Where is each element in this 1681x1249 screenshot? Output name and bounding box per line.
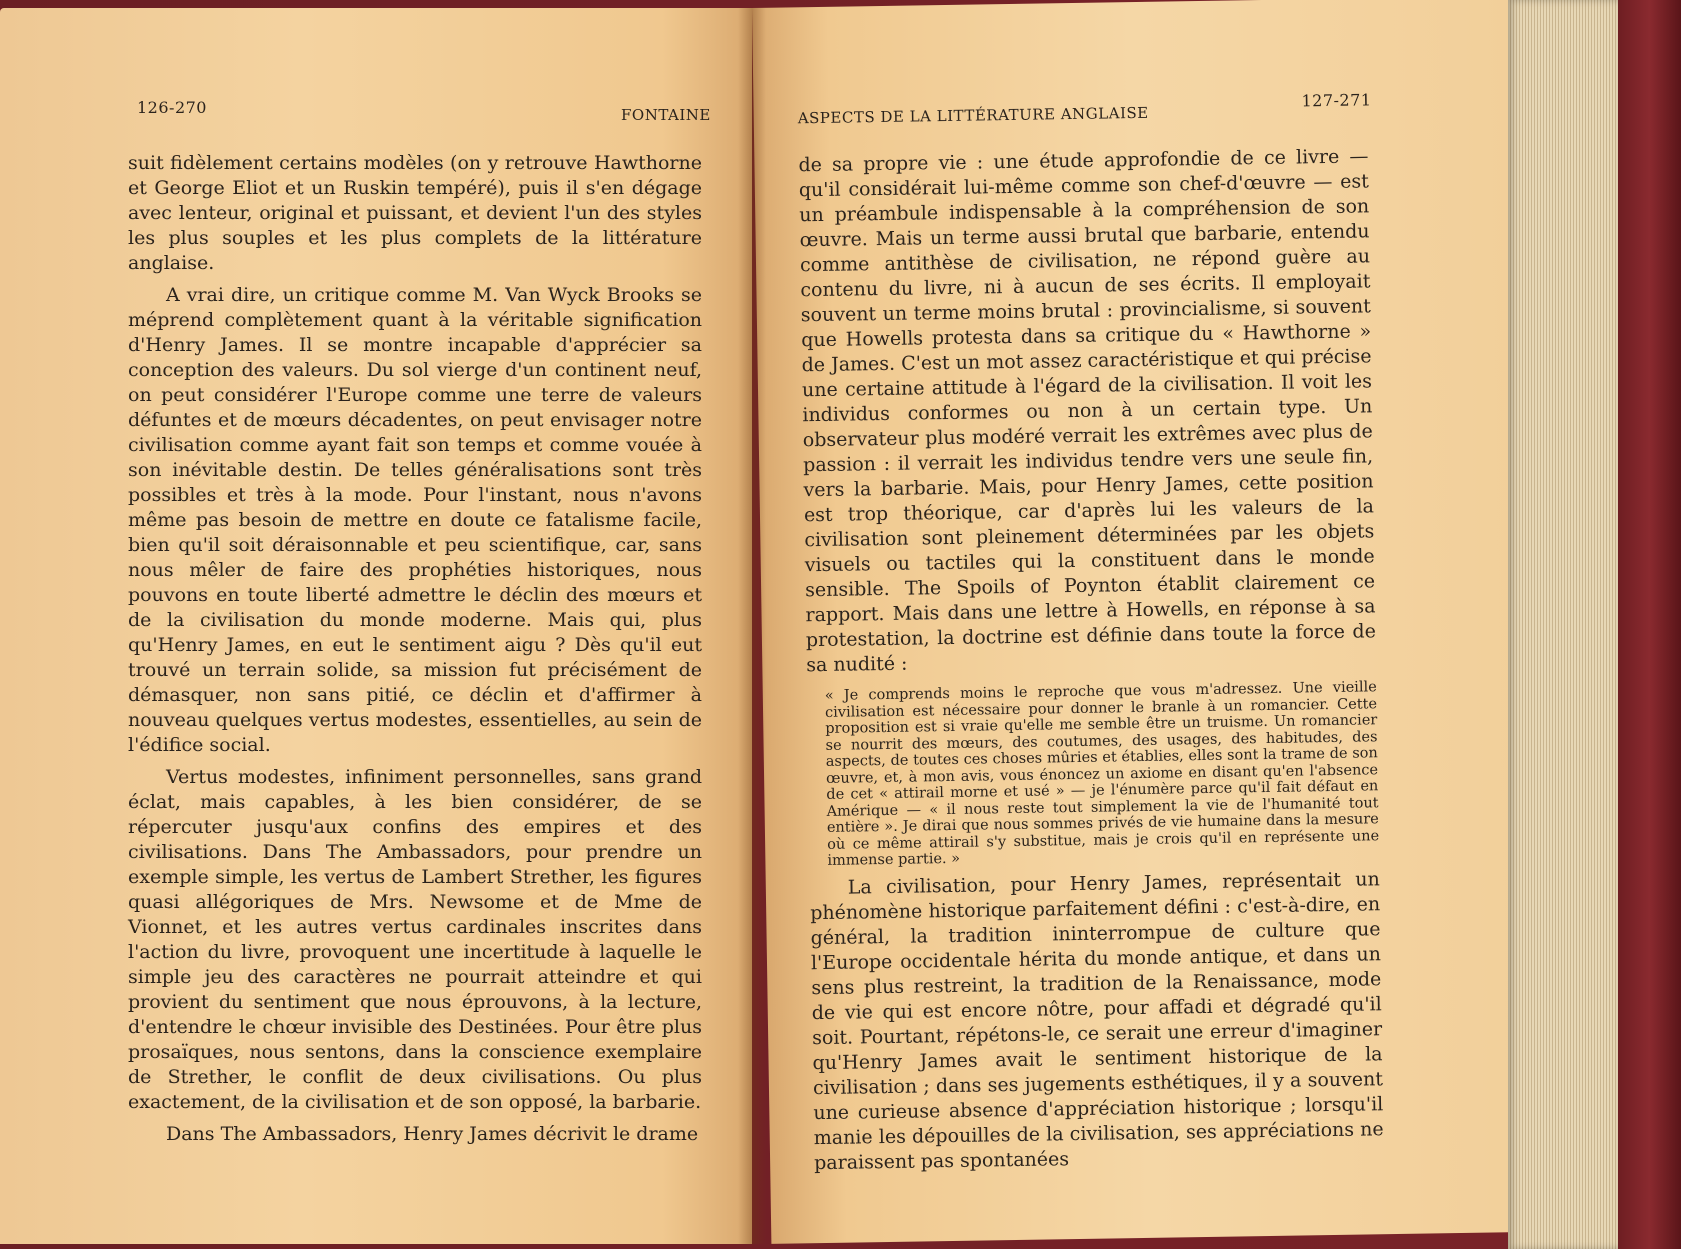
letter-quote: « Je comprends moins le reproche que vous m'adressez. Une vieille civilisation est nécessaire pour donner le branle à un romancier. Cette proposition est si vraie qu'elle me semble être un truisme. Un romancier se nourrit des mœurs, des coutumes, des usages, des habitudes, des aspects, de toutes ces choses mûries et établies, elles sont la trame de son œuvre, et, à mon avis, vous énoncez un axiome en disant qu'en l'absence de cet « attirail morne et usé » — je l'énumère parce qu'il fait défaut en Amérique — « il nous reste tout simplement la vie de l'humanité tout entière ». Je dirai que nous sommes privés de vie humaine dans la mesure où ce même attirail s'y substitue, mais je crois qu'il en représente une immense partie. » bbox=[824, 679, 1380, 869]
page-edges bbox=[1508, 0, 1618, 1249]
left-paragraph: Dans The Ambassadors, Henry James décrivit le drame bbox=[166, 1123, 699, 1145]
right-body-text bbox=[798, 144, 1384, 1175]
right-paragraph: La civilisation, pour Henry James, représentait un phénomène historique parfaitement défini : c'est-à-dire, en général, la tradition ininterrompue de culture que l'Europe occidentale hérita du monde antique, et dans un sens plus restreint, la tradition de la Renaissance, mode de vie qui est encore nôtre, pour affadi et dégradé qu'il soit. Pourtant, répétons-le, ce serait une erreur d'imaginer qu'Henry James avait le sentiment historique de la civilisation ; dans ses jugements esthétiques, il y a souvent une curieuse absence d'appréciation historique ; lorsqu'il manie les dépouilles de la civilisation, ses appréciations ne paraissent pas spontanées bbox=[810, 867, 1384, 1174]
left-page-number: 126-270 bbox=[137, 98, 207, 117]
right-page bbox=[752, 0, 1531, 1244]
right-running-head: ASPECTS DE LA LITTÉRATURE ANGLAISE bbox=[797, 103, 1149, 128]
right-page-number: 127-271 bbox=[1301, 90, 1372, 111]
right-paragraph: de sa propre vie : une étude approfondie de ce livre — qu'il considérait lui-même comme son chef-d'œuvre — est un préambule indispensable à la compréhension de son œuvre. Mais un terme aussi brutal que barbarie, entendu comme antithèse de civilisation, ne répond guère au contenu du livre, ni à aucun de ses écrits. Il employait souvent un terme moins brutal : provincialisme, si souvent que Howells protesta dans sa critique du « Hawthorne » de James. C'est un mot assez caractéristique et qui précise une certaine attitude à l'égard de la civilisation. Il voit les individus conformes ou non à un certain type. Un observateur plus modéré verrait les extrêmes avec plus de passion : il verrait les individus tendre vers une seule fin, vers la barbarie. Mais, pour Henry James, cette position est trop théorique, car d'après lui les valeurs de la civilisation sont pleinement déterminées par les objets visuels ou tactiles qui la constituent dans le monde sensible. The Spoils of Poynton établit clairement ce rapport. Mais dans une lettre à Howells, en réponse à sa protestation, la doctrine est définie dans toute la force de sa nudité : bbox=[798, 145, 1377, 677]
left-page bbox=[0, 8, 752, 1244]
left-running-head: FONTAINE bbox=[621, 106, 711, 124]
left-paragraph: Vertus modestes, infiniment personnelles, sans grand éclat, mais capables, à les bien considérer, de se répercuter jusqu'aux confins des empires et des civilisations. Dans The Ambassadors, pour prendre un exemple simple, les vertus de Lambert Strether, les figures quasi allégoriques de Mrs. Newsome et de Mme de Vionnet, et les autres vertus cardinales inscrites dans l'action du livre, provoquent une incertitude à laquelle le simple jeu des caractères ne pourrait atteindre et qui provient du sentiment que nous éprouvons, à la lecture, d'entendre le chœur invisible des Destinées. Pour être plus prosaïques, nous sentons, dans la conscience exemplaire de Strether, le conflit de deux civilisations. Ou plus exactement, de la civilisation et de son opposé, la barbarie. bbox=[128, 766, 702, 1113]
left-paragraph: suit fidèlement certains modèles (on y retrouve Hawthorne et George Eliot et un Ruskin tempéré), puis il s'en dégage avec lenteur, original et puissant, et devient l'un des styles les plus souples et les plus complets de la littérature anglaise. bbox=[128, 152, 702, 274]
left-body-text bbox=[128, 151, 702, 1147]
book-gutter bbox=[738, 8, 766, 1244]
left-paragraph: A vrai dire, un critique comme M. Van Wyck Brooks se méprend complètement quant à la véritable signification d'Henry James. Il se montre incapable d'apprécier sa conception des valeurs. Du sol vierge d'un continent neuf, on peut considérer l'Europe comme une terre de valeurs défuntes et de mœurs décadentes, on peut envisager notre civilisation comme ayant fait son temps et comme vouée à son inévitable destin. De telles généralisations sont très possibles et très à la mode. Pour l'instant, nous n'avons même pas besoin de mettre en doute ce fatalisme facile, bien qu'il soit déraisonnable et peu scientifique, car, sans nous mêler de faire des prophéties historiques, nous pouvons en toute liberté admettre le déclin des mœurs et de la civilisation du monde moderne. Mais qui, plus qu'Henry James, en eut le sentiment aigu ? Dès qu'il eut trouvé un terrain solide, sa mission fut précisément de démasquer, non sans pitié, ce déclin et d'affirmer à nouveau quelques vertus modestes, essentielles, au sein de l'édifice social. bbox=[128, 284, 702, 756]
book-cover-edge bbox=[1618, 0, 1681, 1249]
